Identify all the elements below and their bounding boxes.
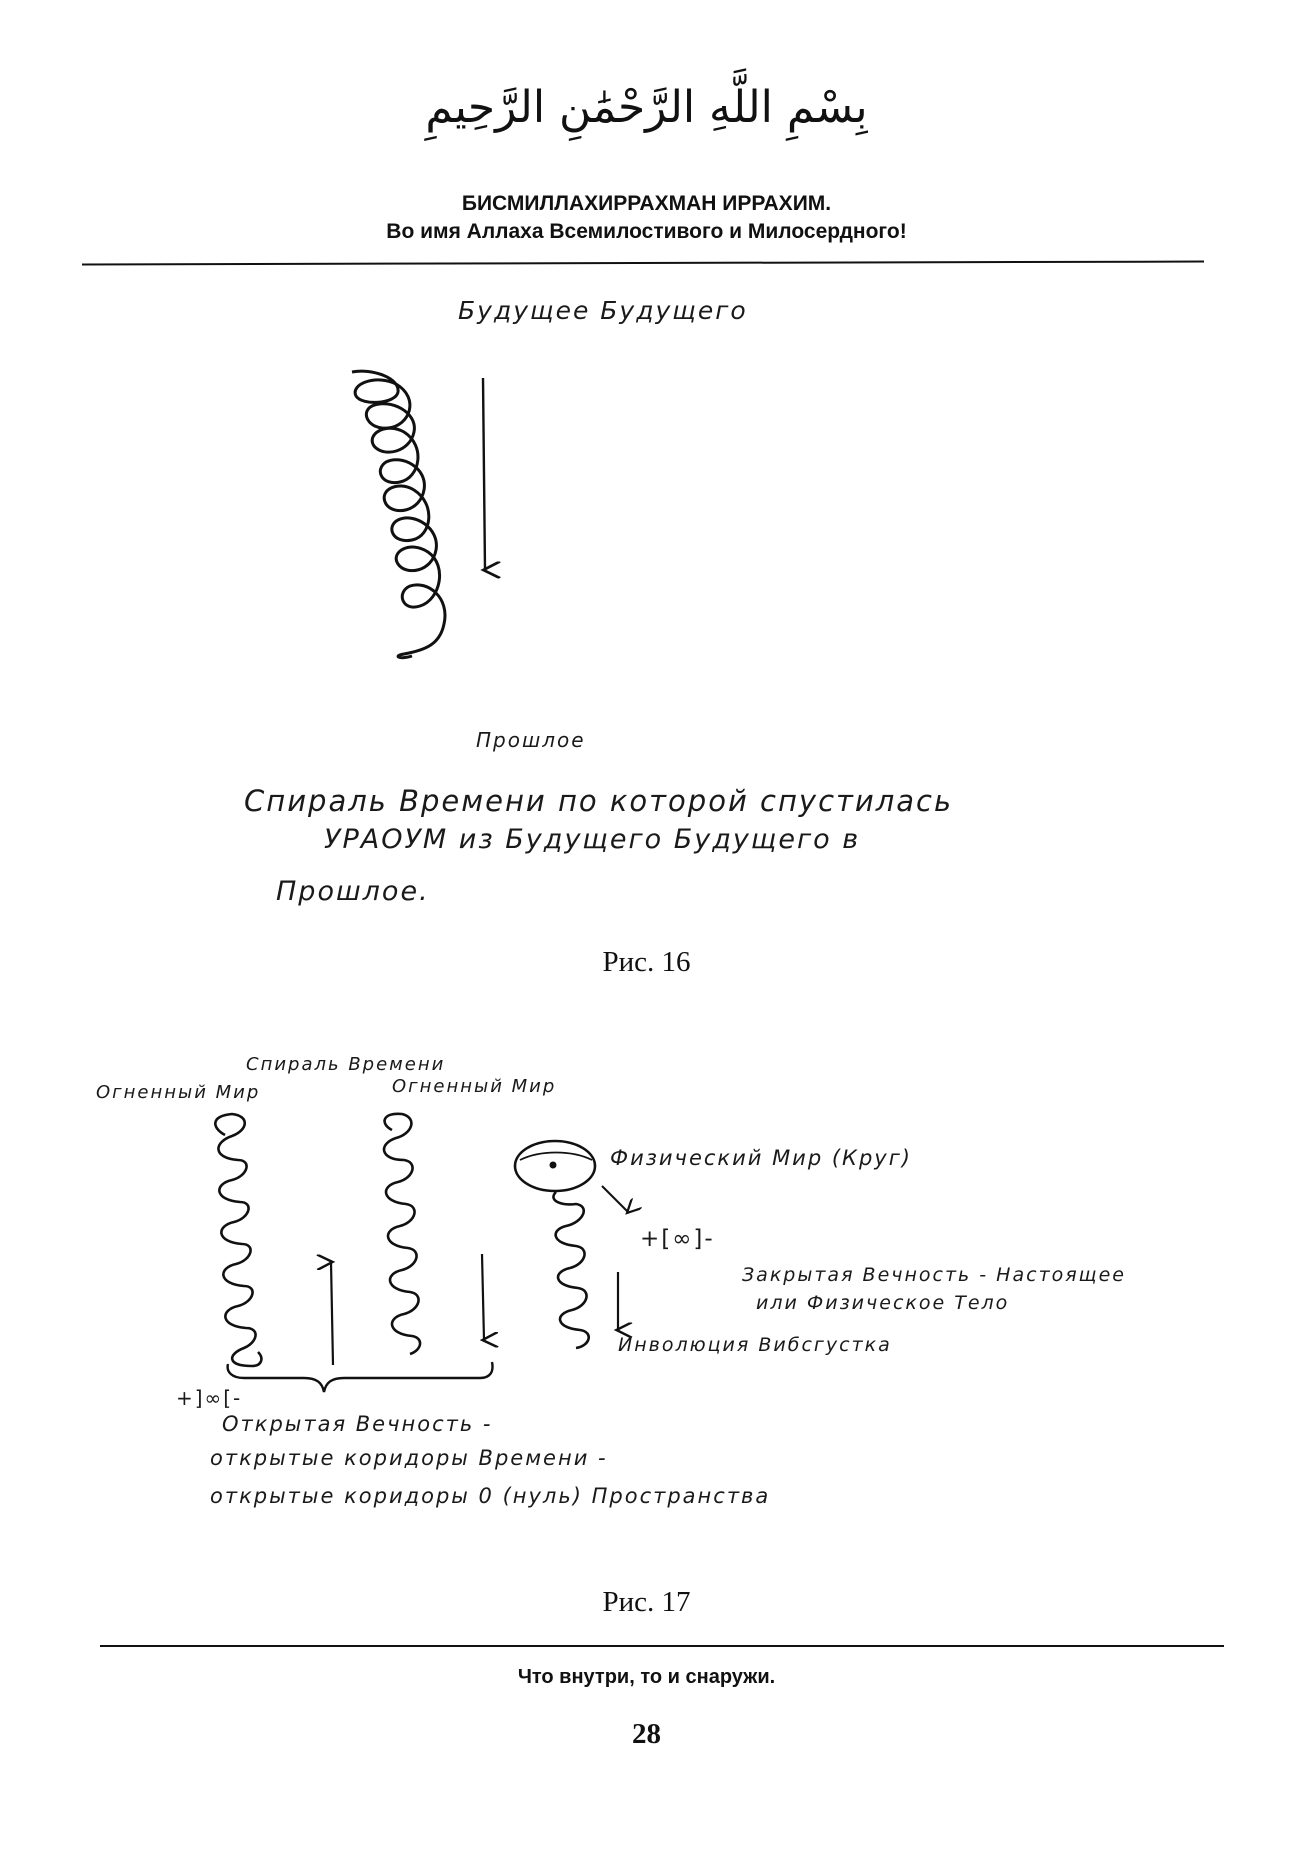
header-title-line1: БИСМИЛЛАХИРРАХМАН ИРРАХИМ.: [461, 192, 832, 215]
fig17-physical-spiral: [553, 1192, 588, 1348]
fig17-up-arrow: [331, 1262, 333, 1365]
fig17-label-closed-infinity: +[∞]-: [640, 1226, 715, 1252]
fig16-time-arrow: [483, 378, 485, 570]
footer-rule: [100, 1645, 1224, 1647]
fig17-label-involution: Инволюция Вибсгустка: [618, 1334, 892, 1356]
fig16-time-spiral: [352, 371, 445, 658]
fig17-left-spiral: [215, 1114, 261, 1366]
fig17-caption: Рис. 17: [602, 1586, 691, 1618]
fig16-label-past: Прошлое: [476, 728, 586, 752]
fig17-label-middle-fiery-world: Огненный Мир: [392, 1076, 557, 1097]
page-number: 28: [632, 1718, 661, 1750]
fig16-description-line2: УРАОУМ из Будущего Будущего в: [324, 824, 861, 855]
fig17-label-open-infinity: +]∞[-: [176, 1386, 243, 1410]
fig16-description-line1: Спираль Времени по которой спустилась: [244, 784, 954, 818]
fig17-label-open-line3: открытые коридоры 0 (нуль) Пространства: [210, 1484, 771, 1508]
fig16-caption: Рис. 16: [602, 946, 691, 978]
fig17-label-physical-world: Физический Мир (Круг): [610, 1146, 912, 1170]
footer-motto: Что внутри, то и снаружи.: [517, 1666, 776, 1688]
fig17-label-open-line2: открытые коридоры Времени -: [210, 1446, 608, 1470]
fig16-description-line3: Прошлое.: [276, 876, 430, 907]
header-title-line2: Во имя Аллаха Всемилостивого и Милосердного!: [386, 220, 907, 243]
fig17-circle-pointer-arrow: [602, 1186, 628, 1212]
fig17-label-closed-eternity-line1: Закрытая Вечность - Настоящее: [742, 1264, 1126, 1286]
basmala-calligraphy: بِسْمِ اللَّهِ الرَّحْمَٰنِ الرَّحِيمِ: [425, 82, 868, 133]
fig17-circle-band: [520, 1153, 592, 1161]
fig17-label-spiral-time: Спираль Времени: [246, 1054, 446, 1075]
fig17-middle-spiral: [384, 1114, 420, 1354]
fig17-label-closed-eternity-line2: или Физическое Тело: [756, 1292, 1010, 1314]
fig17-label-open-line1: Открытая Вечность -: [222, 1412, 493, 1436]
fig17-down-arrow: [482, 1254, 484, 1340]
fig17-brace: [228, 1362, 493, 1392]
fig17-label-left-fiery-world: Огненный Мир: [96, 1082, 261, 1103]
fig16-label-future: Будущее Будущего: [458, 296, 748, 325]
fig17-circle-center: [550, 1162, 557, 1169]
